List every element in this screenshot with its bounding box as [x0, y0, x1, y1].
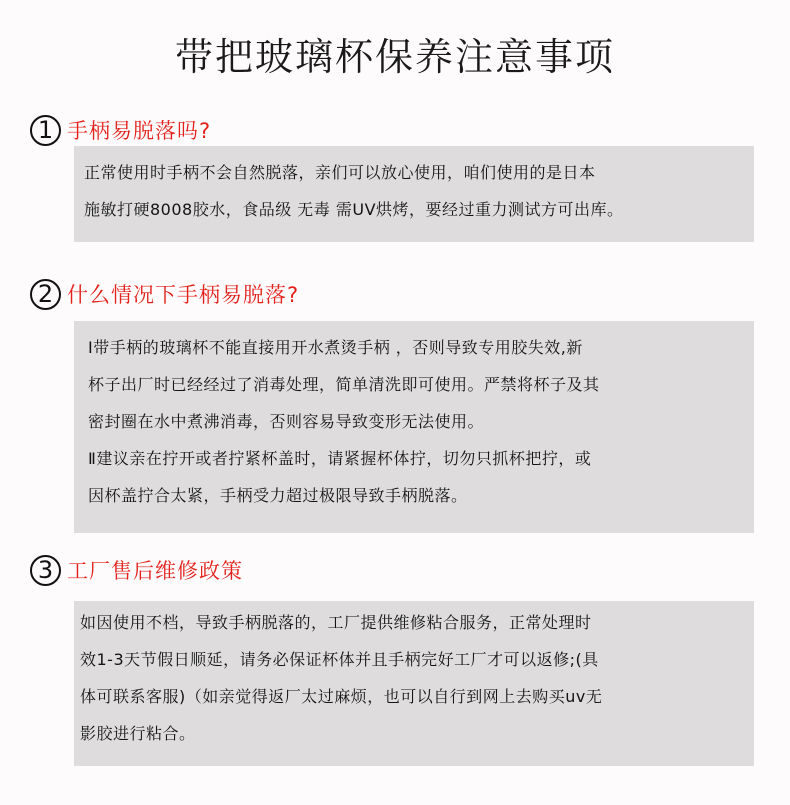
section-2-heading-text: 什么情况下手柄易脱落?: [67, 283, 300, 307]
section-1-line: 施敏打硬8008胶水，食品级 无毒 需UV烘烤，要经过重力测试方可出库。: [84, 200, 624, 219]
section-2-line: 因杯盖拧合太紧，手柄受力超过极限导致手柄脱落。: [88, 486, 468, 505]
section-2-line: 杯子出厂时已经经过了消毒处理，简单清洗即可使用。严禁将杯子及其: [88, 375, 600, 394]
section-3-line: 效1-3天节假日顺延，请务必保证杯体并且手柄完好工厂才可以返修;(具: [80, 650, 599, 669]
circled-number-3: 3: [30, 555, 61, 586]
section-1-line: 正常使用时手柄不会自然脱落，亲们可以放心使用，咱们使用的是日本: [84, 163, 596, 182]
section-1-heading-text: 手柄易脱落吗?: [67, 119, 212, 143]
section-2-line: Ⅱ建议亲在拧开或者拧紧杯盖时，请紧握杯体拧，切勿只抓杯把拧，或: [88, 449, 592, 468]
page-title: 带把玻璃杯保养注意事项: [174, 35, 615, 79]
section-3-line: 如因使用不档，导致手柄脱落的，工厂提供维修粘合服务，正常处理时: [80, 613, 592, 632]
section-3-content-box: [74, 601, 754, 766]
section-3-line: 体可联系客服)（如亲觉得返厂太过麻烦，也可以自行到网上去购买uv无: [80, 687, 603, 706]
section-heading-3: [30, 550, 243, 590]
circled-number-1: 1: [30, 115, 61, 146]
circled-number-2: 2: [30, 279, 61, 310]
section-heading-2: [30, 274, 299, 314]
section-2-content-box: [74, 321, 754, 533]
section-2-line: Ⅰ带手柄的玻璃杯不能直接用开水煮烫手柄 ，否则导致专用胶失效,新: [88, 338, 583, 357]
section-2-line: 密封圈在水中煮沸消毒，否则容易导致变形无法使用。: [88, 412, 485, 431]
section-3-line: 影胶进行粘合。: [80, 724, 196, 743]
section-1-content-box: [74, 146, 754, 242]
section-3-heading-text: 工厂售后维修政策: [67, 559, 243, 583]
section-heading-1: [30, 110, 211, 150]
